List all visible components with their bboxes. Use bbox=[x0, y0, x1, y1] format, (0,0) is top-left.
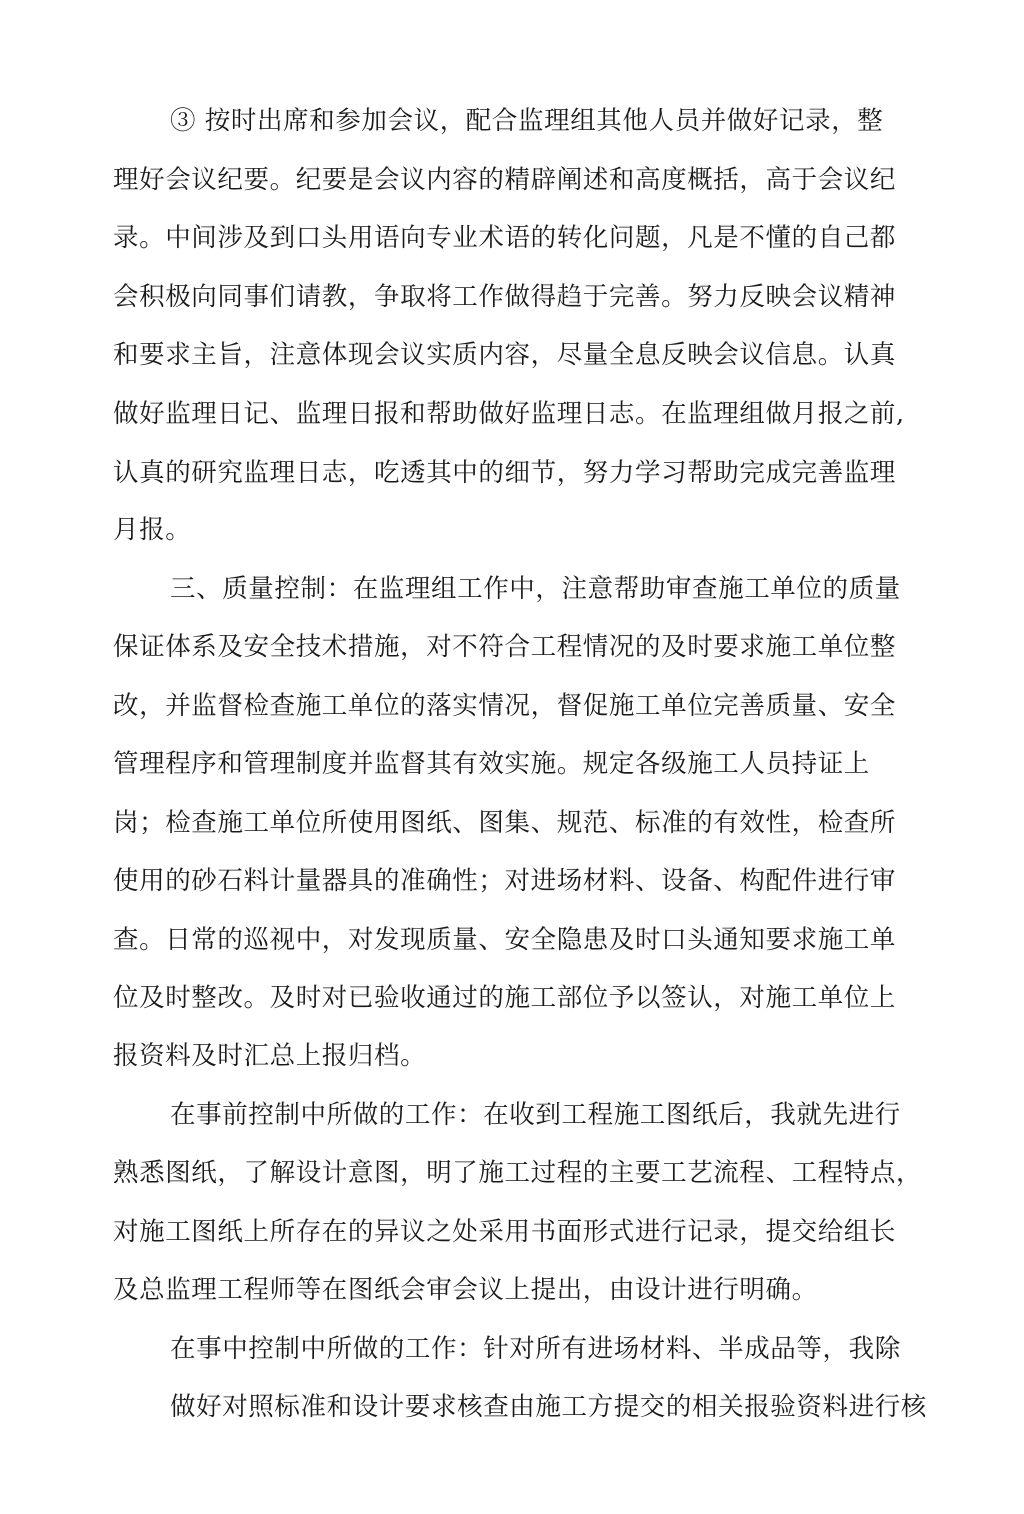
text-line: 对施工图纸上所存在的异议之处采用书面形式进行记录，提交给组长 bbox=[113, 1217, 897, 1247]
text-line: 和要求主旨，注意体现会议实质内容，尽量全息反映会议信息。认真 bbox=[113, 340, 897, 370]
text-line: 查。日常的巡视中，对发现质量、安全隐患及时口头通知要求施工单 bbox=[113, 925, 897, 955]
text-line: 报资料及时汇总上报归档。 bbox=[113, 1041, 427, 1071]
text-line: 改，并监督检查施工单位的落实情况，督促施工单位完善质量、安全 bbox=[113, 691, 897, 721]
text-line: 使用的砂石料计量器具的准确性；对进场材料、设备、构配件进行审 bbox=[113, 866, 897, 896]
text-line: 在事中控制中所做的工作：针对所有进场材料、半成品等，我除 bbox=[170, 1334, 901, 1364]
text-line: 认真的研究监理日志，吃透其中的细节，努力学习帮助完成完善监理 bbox=[113, 458, 897, 488]
text-line: 位及时整改。及时对已验收通过的施工部位予以签认，对施工单位上 bbox=[113, 983, 897, 1013]
text-line: 保证体系及安全技术措施，对不符合工程情况的及时要求施工单位整 bbox=[113, 632, 897, 662]
text-line: 理好会议纪要。纪要是会议内容的精辟阐述和高度概括，高于会议纪 bbox=[113, 165, 897, 195]
text-line: 做好监理日记、监理日报和帮助做好监理日志。在监理组做月报之前, bbox=[113, 399, 905, 429]
text-line: 在事前控制中所做的工作：在收到工程施工图纸后，我就先进行 bbox=[170, 1100, 901, 1130]
text-line: 岗；检查施工单位所使用图纸、图集、规范、标准的有效性，检查所 bbox=[113, 808, 897, 838]
text-line: 管理程序和管理制度并监督其有效实施。规定各级施工人员持证上 bbox=[113, 749, 870, 779]
text-line: 三、质量控制：在监理组工作中，注意帮助审查施工单位的质量 bbox=[170, 574, 901, 604]
text-line: 及总监理工程师等在图纸会审会议上提出，由设计进行明确。 bbox=[113, 1275, 818, 1305]
text-line: 做好对照标准和设计要求核查由施工方提交的相关报验资料进行核 bbox=[170, 1392, 927, 1422]
text-line: 熟悉图纸，了解设计意图，明了施工过程的主要工艺流程、工程特点， bbox=[113, 1158, 923, 1188]
text-line: ③ 按时出席和参加会议，配合监理组其他人员并做好记录，整 bbox=[170, 106, 884, 136]
text-line: 录。中间涉及到口头用语向专业术语的转化问题，凡是不懂的自己都 bbox=[113, 223, 897, 253]
text-line: 月报。 bbox=[113, 515, 192, 545]
text-line: 会积极向同事们请教，争取将工作做得趋于完善。努力反映会议精神 bbox=[113, 282, 897, 312]
